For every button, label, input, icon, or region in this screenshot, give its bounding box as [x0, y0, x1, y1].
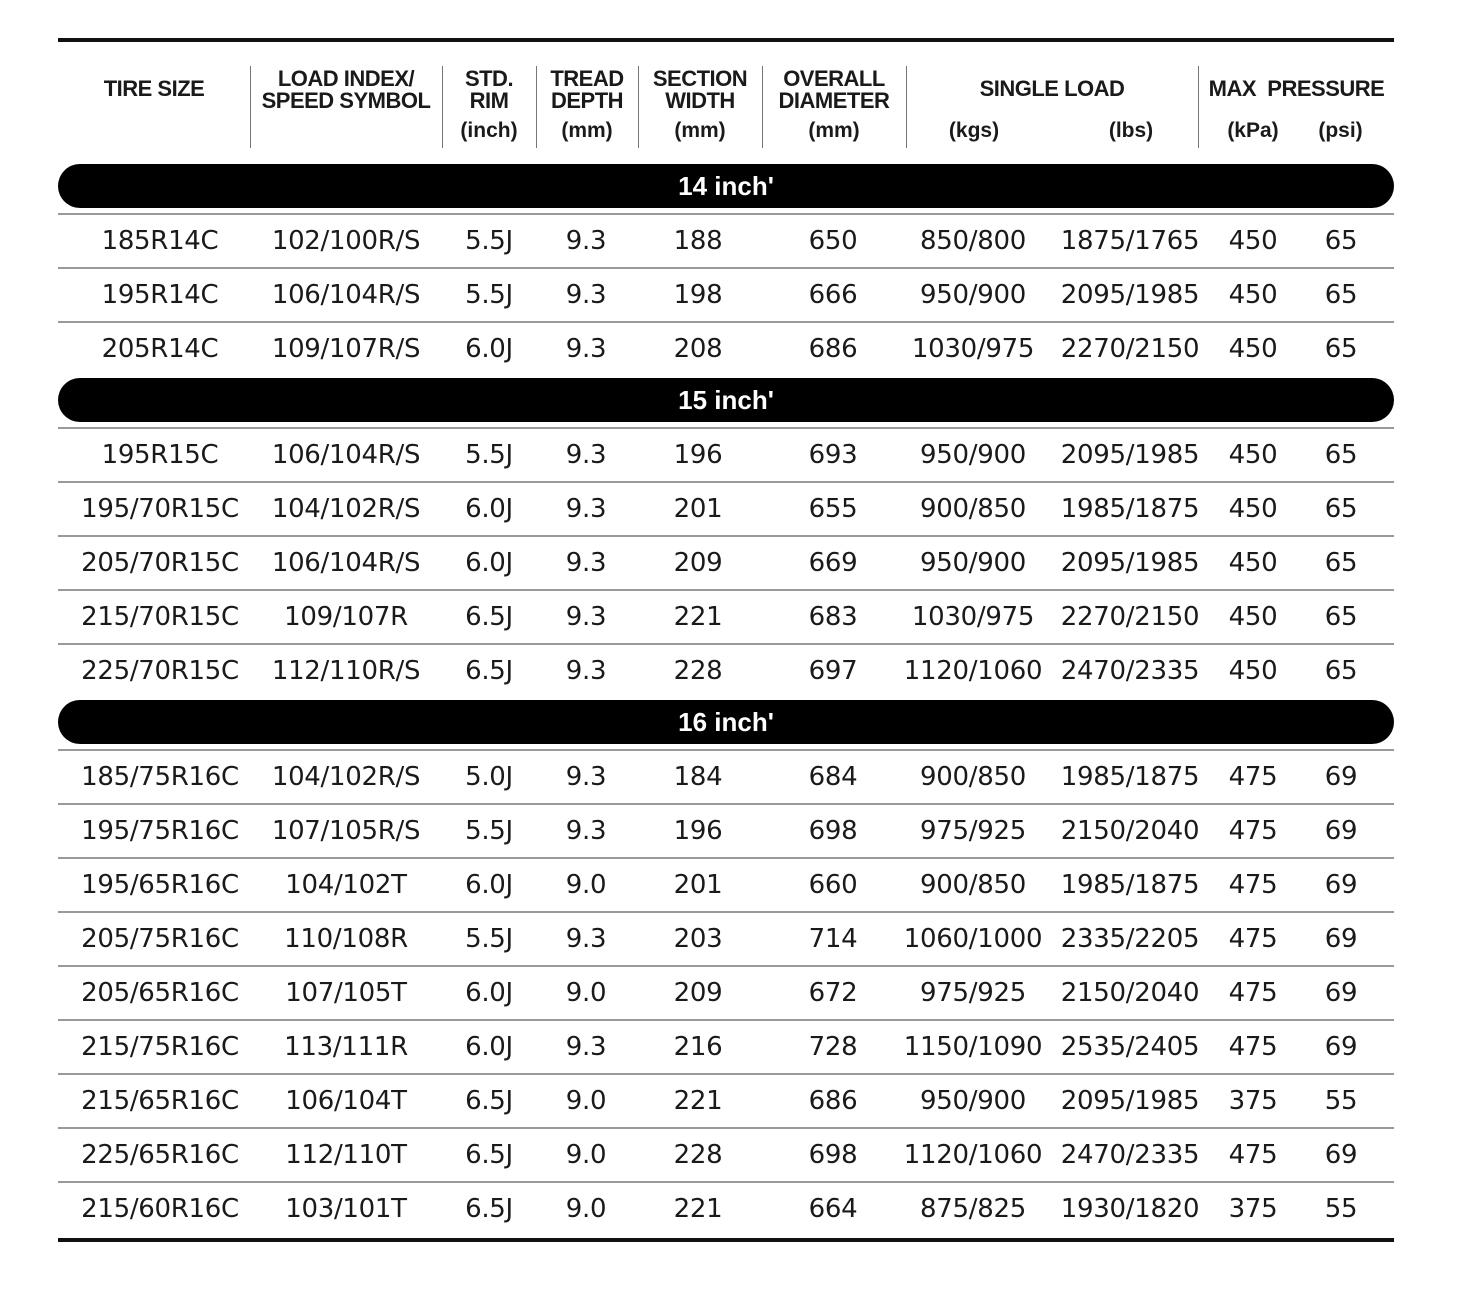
table-row: [58, 321, 1394, 375]
header-rim-line2: RIM: [469, 88, 509, 113]
table-cell: 450: [1228, 226, 1278, 256]
header-overall-line1: OVERALL: [783, 66, 885, 91]
table-cell: 215/75R16C: [81, 1032, 239, 1062]
table-cell: 9.0: [565, 1140, 607, 1170]
table-cell: 69: [1324, 924, 1358, 954]
table-cell: 728: [808, 1032, 858, 1062]
table-cell: 1985/1875: [1060, 494, 1200, 524]
table-cell: 9.3: [565, 226, 607, 256]
header-rim-unit: (inch): [460, 119, 518, 142]
table-cell: 664: [808, 1194, 858, 1224]
table-cell: 950/900: [920, 280, 1026, 310]
header-section-width: [639, 68, 761, 190]
table-cell: 106/104R/S: [271, 440, 421, 470]
table-cell: 228: [673, 1140, 723, 1170]
table-cell: 225/65R16C: [81, 1140, 239, 1170]
table-cell: 112/110T: [285, 1140, 407, 1170]
table-cell: 203: [673, 924, 723, 954]
section-header: 16 inch': [58, 700, 1394, 744]
table-cell: 950/900: [920, 548, 1026, 578]
table-cell: 475: [1228, 978, 1278, 1008]
table-row: [58, 803, 1394, 857]
header-overall-diameter: [763, 68, 905, 190]
header-single-load-label: SINGLE LOAD: [979, 76, 1125, 101]
table-cell: 450: [1228, 280, 1278, 310]
table-cell: 660: [808, 870, 858, 900]
table-cell: 2095/1985: [1060, 440, 1200, 470]
table-cell: 112/110R/S: [271, 656, 421, 686]
table-cell: 184: [673, 762, 723, 792]
table-cell: 228: [673, 656, 723, 686]
table-cell: 6.5J: [465, 1194, 513, 1224]
table-body: [58, 164, 1394, 1235]
table-cell: 450: [1228, 440, 1278, 470]
table-cell: 205R14C: [101, 334, 219, 364]
table-row: [58, 1019, 1394, 1073]
table-cell: 6.5J: [465, 656, 513, 686]
header-section-line1: SECTION: [652, 66, 748, 91]
table-cell: 9.0: [565, 978, 607, 1008]
header-kgs-unit: (kgs): [948, 119, 1000, 142]
table-cell: 198: [673, 280, 723, 310]
table-cell: 221: [673, 602, 723, 632]
table-cell: 205/65R16C: [81, 978, 239, 1008]
table-cell: 672: [808, 978, 858, 1008]
table-cell: 195/75R16C: [81, 816, 239, 846]
table-cell: 900/850: [920, 762, 1026, 792]
section-rows: [58, 749, 1394, 1235]
table-row: [58, 589, 1394, 643]
table-cell: 185R14C: [101, 226, 219, 256]
table-cell: 221: [673, 1194, 723, 1224]
table-cell: 209: [673, 978, 723, 1008]
table-cell: 1150/1090: [903, 1032, 1043, 1062]
table-cell: 106/104R/S: [271, 548, 421, 578]
table-row: [58, 911, 1394, 965]
table-cell: 9.3: [565, 548, 607, 578]
table-row: [58, 1127, 1394, 1181]
table-cell: 850/800: [920, 226, 1026, 256]
table-cell: 69: [1324, 1032, 1358, 1062]
header-tread-depth: [537, 68, 637, 190]
table-cell: 450: [1228, 334, 1278, 364]
table-cell: 686: [808, 334, 858, 364]
table-cell: 65: [1324, 440, 1358, 470]
header-load-index-line1: LOAD INDEX/: [277, 66, 415, 91]
table-cell: 221: [673, 1086, 723, 1116]
header-load-index: [251, 68, 441, 190]
table-cell: 6.0J: [465, 334, 513, 364]
header-tread-line2: DEPTH: [550, 88, 624, 113]
table-cell: 1930/1820: [1060, 1194, 1200, 1224]
table-cell: 69: [1324, 978, 1358, 1008]
table-cell: 215/60R16C: [81, 1194, 239, 1224]
table-cell: 5.5J: [465, 816, 513, 846]
table-cell: 5.5J: [465, 924, 513, 954]
table-row: [58, 643, 1394, 697]
table-cell: 65: [1324, 548, 1358, 578]
table-cell: 69: [1324, 762, 1358, 792]
table-cell: 9.0: [565, 1086, 607, 1116]
table-cell: 205/75R16C: [81, 924, 239, 954]
table-cell: 110/108R: [284, 924, 408, 954]
table-cell: 1120/1060: [903, 656, 1043, 686]
table-cell: 6.0J: [465, 870, 513, 900]
table-cell: 1030/975: [911, 602, 1035, 632]
table-cell: 65: [1324, 494, 1358, 524]
table-cell: 5.5J: [465, 280, 513, 310]
table-cell: 9.3: [565, 656, 607, 686]
table-cell: 450: [1228, 494, 1278, 524]
table-cell: 65: [1324, 280, 1358, 310]
table-cell: 650: [808, 226, 858, 256]
table-cell: 9.3: [565, 440, 607, 470]
table-cell: 102/100R/S: [271, 226, 421, 256]
header-kpa: [1208, 42, 1298, 164]
table-cell: 5.5J: [465, 226, 513, 256]
header-section-unit: (mm): [674, 119, 726, 142]
table-cell: 9.3: [565, 762, 607, 792]
table-row: [58, 965, 1394, 1019]
table-cell: 106/104T: [285, 1086, 407, 1116]
header-tread-line1: TREAD: [550, 66, 624, 91]
table-cell: 1030/975: [911, 334, 1035, 364]
table-cell: 65: [1324, 226, 1358, 256]
table-cell: 2270/2150: [1060, 334, 1200, 364]
table-cell: 201: [673, 870, 723, 900]
table-cell: 666: [808, 280, 858, 310]
table-cell: 216: [673, 1032, 723, 1062]
header-psi-unit: (psi): [1318, 119, 1363, 142]
table-cell: 714: [808, 924, 858, 954]
table-cell: 69: [1324, 1140, 1358, 1170]
table-row: [58, 481, 1394, 535]
table-cell: 195R14C: [101, 280, 219, 310]
table-cell: 475: [1228, 1032, 1278, 1062]
table-cell: 215/70R15C: [81, 602, 239, 632]
table-cell: 103/101T: [285, 1194, 407, 1224]
table-cell: 69: [1324, 816, 1358, 846]
table-row: [58, 857, 1394, 911]
table-cell: 450: [1228, 602, 1278, 632]
header-tire-size-label: TIRE SIZE: [103, 76, 205, 101]
table-cell: 104/102R/S: [271, 494, 421, 524]
table-cell: 9.3: [565, 924, 607, 954]
table-cell: 9.3: [565, 816, 607, 846]
table-cell: 195/65R16C: [81, 870, 239, 900]
table-cell: 9.3: [565, 602, 607, 632]
table-cell: 875/825: [920, 1194, 1026, 1224]
header-overall-line2: DIAMETER: [778, 88, 890, 113]
table-cell: 9.3: [565, 280, 607, 310]
table-cell: 1875/1765: [1060, 226, 1200, 256]
table-cell: 2470/2335: [1060, 656, 1200, 686]
table-cell: 693: [808, 440, 858, 470]
table-cell: 975/925: [920, 816, 1026, 846]
table-cell: 208: [673, 334, 723, 364]
table-cell: 450: [1228, 548, 1278, 578]
table-cell: 9.3: [565, 334, 607, 364]
table-cell: 65: [1324, 602, 1358, 632]
header-tread-unit: (mm): [561, 119, 613, 142]
header-std-rim: [443, 68, 535, 190]
table-header: [58, 42, 1394, 164]
table-cell: 975/925: [920, 978, 1026, 1008]
header-kpa-unit: (kPa): [1227, 119, 1279, 142]
header-load-index-line2: SPEED SYMBOL: [261, 88, 431, 113]
table-cell: 1985/1875: [1060, 870, 1200, 900]
section-rows: [58, 427, 1394, 697]
table-cell: 205/70R15C: [81, 548, 239, 578]
table-cell: 109/107R: [284, 602, 408, 632]
table-cell: 900/850: [920, 494, 1026, 524]
table-cell: 55: [1324, 1086, 1358, 1116]
table-cell: 65: [1324, 334, 1358, 364]
table-cell: 1120/1060: [903, 1140, 1043, 1170]
table-cell: 2095/1985: [1060, 280, 1200, 310]
table-row: [58, 267, 1394, 321]
table-cell: 684: [808, 762, 858, 792]
table-cell: 900/850: [920, 870, 1026, 900]
table-cell: 375: [1228, 1194, 1278, 1224]
header-section-line2: WIDTH: [665, 88, 735, 113]
table-cell: 196: [673, 816, 723, 846]
table-row: [58, 535, 1394, 589]
table-cell: 5.0J: [465, 762, 513, 792]
table-cell: 950/900: [920, 440, 1026, 470]
table-cell: 195R15C: [101, 440, 219, 470]
table-cell: 6.0J: [465, 978, 513, 1008]
table-row: [58, 749, 1394, 803]
table-cell: 69: [1324, 870, 1358, 900]
table-row: [58, 1073, 1394, 1127]
table-cell: 113/111R: [284, 1032, 408, 1062]
section-header: 15 inch': [58, 378, 1394, 422]
table-cell: 104/102T: [285, 870, 407, 900]
table-cell: 697: [808, 656, 858, 686]
table-cell: 9.3: [565, 1032, 607, 1062]
header-overall-unit: (mm): [808, 119, 860, 142]
table-cell: 2150/2040: [1060, 816, 1200, 846]
table-cell: 2535/2405: [1060, 1032, 1200, 1062]
table-cell: 55: [1324, 1194, 1358, 1224]
header-max-pressure-label: MAX PRESSURE: [1208, 76, 1385, 101]
table-cell: 6.5J: [465, 1140, 513, 1170]
header-single-load-kgs: [907, 42, 1041, 164]
table-cell: 201: [673, 494, 723, 524]
table-cell: 655: [808, 494, 858, 524]
table-cell: 2095/1985: [1060, 548, 1200, 578]
table-cell: 475: [1228, 870, 1278, 900]
table-cell: 107/105R/S: [271, 816, 421, 846]
table-cell: 475: [1228, 1140, 1278, 1170]
table-cell: 683: [808, 602, 858, 632]
table-cell: 698: [808, 816, 858, 846]
table-cell: 6.0J: [465, 1032, 513, 1062]
table-cell: 686: [808, 1086, 858, 1116]
table-cell: 698: [808, 1140, 858, 1170]
table-cell: 65: [1324, 656, 1358, 686]
table-cell: 185/75R16C: [81, 762, 239, 792]
table-cell: 104/102R/S: [271, 762, 421, 792]
table-cell: 1985/1875: [1060, 762, 1200, 792]
table-cell: 950/900: [920, 1086, 1026, 1116]
table-cell: 109/107R/S: [271, 334, 421, 364]
table-cell: 375: [1228, 1086, 1278, 1116]
table-cell: 6.5J: [465, 602, 513, 632]
header-tire-size: [58, 78, 250, 200]
section-header: 14 inch': [58, 164, 1394, 208]
table-cell: 107/105T: [285, 978, 407, 1008]
table-cell: 9.0: [565, 870, 607, 900]
table-cell: 196: [673, 440, 723, 470]
table-cell: 188: [673, 226, 723, 256]
section-rows: [58, 213, 1394, 375]
table-row: [58, 427, 1394, 481]
header-lbs-unit: (lbs): [1108, 119, 1154, 142]
table-cell: 475: [1228, 816, 1278, 846]
table-cell: 2150/2040: [1060, 978, 1200, 1008]
table-cell: 2470/2335: [1060, 1140, 1200, 1170]
table-cell: 9.3: [565, 494, 607, 524]
header-rim-line1: STD.: [464, 66, 514, 91]
table-cell: 6.0J: [465, 494, 513, 524]
table-cell: 5.5J: [465, 440, 513, 470]
table-cell: 6.0J: [465, 548, 513, 578]
table-row: [58, 213, 1394, 267]
bottom-rule: [58, 1238, 1394, 1242]
tire-spec-table: [58, 38, 1394, 1242]
table-cell: 2095/1985: [1060, 1086, 1200, 1116]
table-cell: 195/70R15C: [81, 494, 239, 524]
header-single-load-lbs: [1056, 42, 1206, 164]
table-cell: 9.0: [565, 1194, 607, 1224]
table-cell: 475: [1228, 762, 1278, 792]
table-row: [58, 1181, 1394, 1235]
table-cell: 209: [673, 548, 723, 578]
table-cell: 106/104R/S: [271, 280, 421, 310]
table-cell: 475: [1228, 924, 1278, 954]
table-cell: 450: [1228, 656, 1278, 686]
table-cell: 2270/2150: [1060, 602, 1200, 632]
table-cell: 1060/1000: [903, 924, 1043, 954]
header-psi: [1298, 42, 1383, 164]
table-cell: 225/70R15C: [81, 656, 239, 686]
table-cell: 669: [808, 548, 858, 578]
table-cell: 6.5J: [465, 1086, 513, 1116]
table-cell: 2335/2205: [1060, 924, 1200, 954]
table-cell: 215/65R16C: [81, 1086, 239, 1116]
